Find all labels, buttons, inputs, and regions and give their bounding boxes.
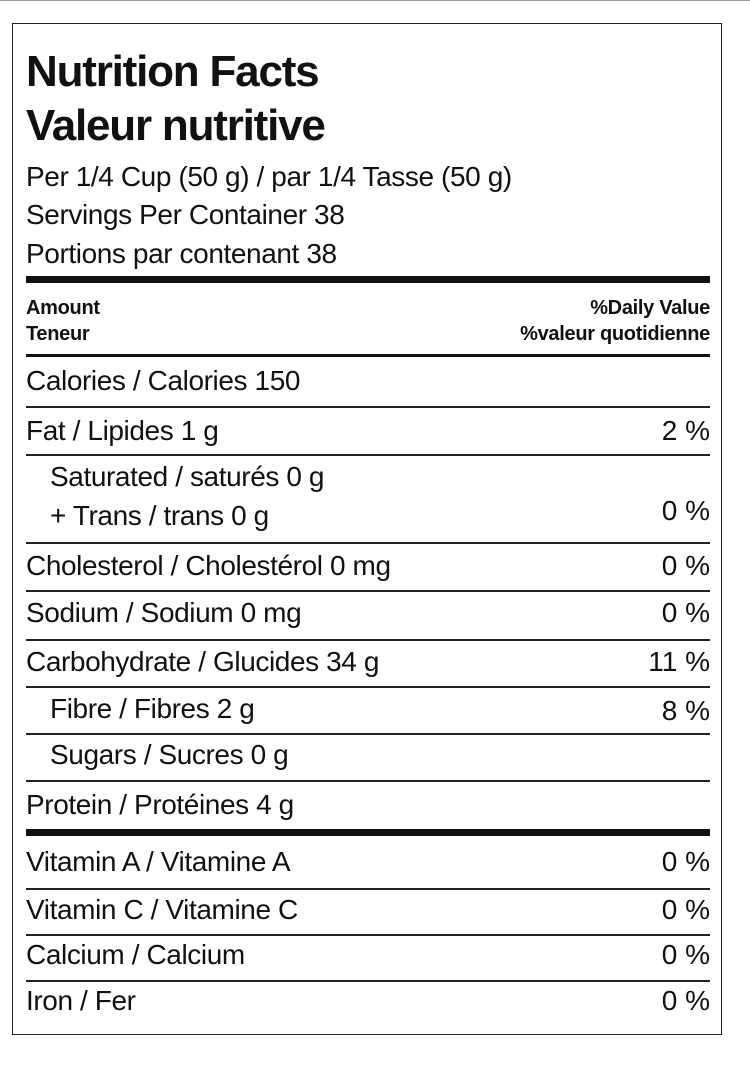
row-divider <box>26 542 710 544</box>
row-divider <box>26 888 710 890</box>
vitamin-a-label: Vitamin A / Vitamine A <box>26 846 291 877</box>
row-divider <box>26 980 710 982</box>
title-french: Valeur nutritive <box>26 101 325 150</box>
vitamin-a-daily-value: 0 % <box>661 846 710 877</box>
fat-daily-value: 2 % <box>661 415 710 446</box>
carbohydrate-label: Carbohydrate / Glucides 34 g <box>26 646 380 677</box>
top-divider <box>0 0 750 1</box>
cholesterol-daily-value: 0 % <box>661 550 710 581</box>
fibre-label: Fibre / Fibres 2 g <box>50 693 255 724</box>
row-divider <box>26 590 710 592</box>
serving-size: Per 1/4 Cup (50 g) / par 1/4 Tasse (50 g) <box>26 161 512 192</box>
row-divider <box>26 686 710 688</box>
thick-divider <box>26 829 710 836</box>
servings-per-container-fr: Portions par contenant 38 <box>26 238 337 269</box>
amount-header-en: Amount <box>26 297 100 319</box>
saturated-fat-label: Saturated / saturés 0 g <box>50 461 325 492</box>
servings-per-container-en: Servings Per Container 38 <box>26 199 345 230</box>
daily-value-header-fr: %valeur quotidienne <box>520 323 710 345</box>
vitamin-c-daily-value: 0 % <box>661 894 710 925</box>
thick-divider <box>26 276 710 283</box>
calories-label: Calories / Calories 150 <box>26 365 301 396</box>
row-divider <box>26 780 710 782</box>
calcium-daily-value: 0 % <box>661 939 710 970</box>
daily-value-header-en: %Daily Value <box>590 297 710 319</box>
amount-header-fr: Teneur <box>26 323 90 345</box>
row-divider <box>26 934 710 936</box>
sodium-label: Sodium / Sodium 0 mg <box>26 597 302 628</box>
saturated-trans-daily-value: 0 % <box>661 495 710 526</box>
title-english: Nutrition Facts <box>26 47 319 96</box>
cholesterol-label: Cholesterol / Cholestérol 0 mg <box>26 550 391 581</box>
fat-label: Fat / Lipides 1 g <box>26 415 219 446</box>
row-divider <box>26 406 710 408</box>
row-divider <box>26 639 710 641</box>
row-divider <box>26 733 710 735</box>
fibre-daily-value: 8 % <box>661 695 710 726</box>
calcium-label: Calcium / Calcium <box>26 939 245 970</box>
sugars-label: Sugars / Sucres 0 g <box>50 739 289 770</box>
trans-fat-label: + Trans / trans 0 g <box>50 500 269 531</box>
carbohydrate-daily-value: 11 % <box>648 646 710 677</box>
sodium-daily-value: 0 % <box>661 597 710 628</box>
nutrition-facts-panel <box>12 23 722 1035</box>
vitamin-c-label: Vitamin C / Vitamine C <box>26 894 298 925</box>
header-divider <box>26 354 710 357</box>
protein-label: Protein / Protéines 4 g <box>26 789 294 820</box>
iron-label: Iron / Fer <box>26 985 136 1016</box>
iron-daily-value: 0 % <box>661 985 710 1016</box>
row-divider <box>26 454 710 456</box>
